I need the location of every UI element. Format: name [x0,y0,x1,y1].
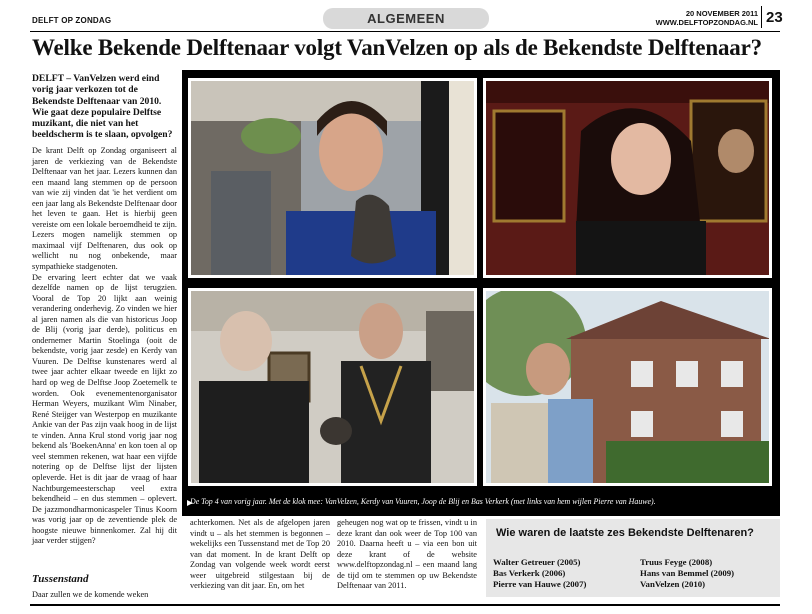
masthead-rule [30,31,780,32]
winner-item: Pierre van Hauwe (2007) [493,579,587,589]
article-column-2: achterkomen. Net als de afgelopen jaren vindt u – als het stemmen is begonnen – wekelijks een Tussenstand met de Top 20 van dat moment. In de krant Delft op Zondag van volgende week wordt eerst weer uitgebreid stilgestaan bij de verkiezing van dit jaar. En, om het [190,518,330,591]
article-column-3: geheugen nog wat op te frissen, vindt u in deze krant dan ook weer de Top 100 van 2010. Daarna heeft u – via een bon uit deze krant of de website www.delftopzondag.nl – een maand lang de tijd om te stemmen op uw Bekendste Delftenaar van 2011. [337,518,477,591]
winner-item: Walter Getreuer (2005) [493,557,581,567]
photo-pierre-image [486,291,769,483]
masthead [0,0,812,30]
section-label: ALGEMEEN [323,8,489,29]
infobox-title: Wie waren de laatste zes Bekendste Delftenaren? [496,527,754,539]
winner-item: Truus Feyge (2008) [640,557,713,567]
paragraph: Daar zullen we de komende weken [32,590,149,599]
masthead-divider [761,6,762,28]
page-number: 23 [766,9,783,26]
paragraph: De ervaring leert echter dat we vaak dezelfde namen op de lijst terugzien. Vooral de Top 20 lijkt aan weinig verandering onderhevig. Zo vinden we hier al jaren namen als die van historicus Joop de Blij (vorig jaar derde), politicus en ondernemer Martin Stoelinga (ooit de bekendste, vorig jaar zesde) en Kerdy van Vuuren. De Delftse kunstenares werd al twee jaar achter elkaar tweede en lijkt zo hard op weg de Delftse Joop Zoetemelk te worden. Ook evenementenorganisator Herman Weyers, muzikant Wim Ninaber, René Steijger van Westerpop en muzikante Ankie van der Pas zijn vaak hoog in de lijst te vinden. Anna Krul stond vorig jaar nog bekend als 'BoekenAnna' en kon toen al op veel stemmen rekenen, wat haar een vijfde notering op de Delftse lijst der lijsten opleverde. Het is dit jaar de vraag of haar Nachtburgemeesterschap veel extra bekendheid – en dus stemmen – oplevert. De jazzmondharmonicaspeler Tinus Koorn was vorig jaar op de zeventiende plek de hoogste nieuwe binnenkomer. Zal hij dit jaar verder stijgen? [32,272,177,546]
photo-kerdy-image [486,81,769,275]
winner-item: Hans van Bemmel (2009) [640,568,735,578]
website-link[interactable]: WWW.DELFTOPZONDAG.NL [655,18,758,27]
headline: Welke Bekende Delftenaar volgt VanVelzen op als de Bekendste Delftenaar? [32,35,762,60]
article-lead: DELFT – VanVelzen werd eind vorig jaar verkozen tot de Bekendste Delftenaar van 2010. Wie gaat deze populaire Delftse muzikant, die niet van het beeldscherm is te slaan, opvolgen? [32,73,173,141]
photo-joop-bas-image [191,291,474,483]
photo-kerdy [483,78,772,278]
bottom-rule [30,604,780,606]
photo-collage [182,70,780,516]
winners-list-left [493,557,586,590]
winner-item: VanVelzen (2010) [640,579,706,589]
subhead: Tussenstand [32,573,89,585]
photo-vanvelzen [188,78,477,278]
winners-list-right [640,557,734,590]
winner-item: Bas Verkerk (2006) [493,568,566,578]
paragraph: De krant Delft op Zondag organiseert al jaren de verkiezing van de Bekendste Delftenaar van het jaar. Lezers kunnen dan een maand lang stemmen op de persoon van wie zij vinden dat 'ie het verdient om een jaar lang als Bekendste Delftenaar door het leven te gaan. Het is hierbij geen vereiste om een lokale beroemdheid te zijn. Lezers mogen namelijk stemmen op maximaal vijf Delftenaren, dus ook op wellicht nu nog onbekende, maar sympathieke stadgenoten. [32,146,177,272]
issue-date: 20 NOVEMBER 2011 [685,9,758,18]
photo-caption: De Top 4 van vorig jaar. Met de klok mee: VanVelzen, Kerdy van Vuuren, Joop de Blij en Bas Verkerk (met links van hem wijlen Pierre van Hauwe). [190,497,656,506]
photo-pierre [483,288,772,486]
photo-joop-bas [188,288,477,486]
photo-vanvelzen-image [191,81,474,275]
masthead-info [650,9,758,27]
winners-infobox [486,519,780,597]
article-column-1 [32,146,177,547]
paper-name: DELFT OP ZONDAG [32,16,112,25]
